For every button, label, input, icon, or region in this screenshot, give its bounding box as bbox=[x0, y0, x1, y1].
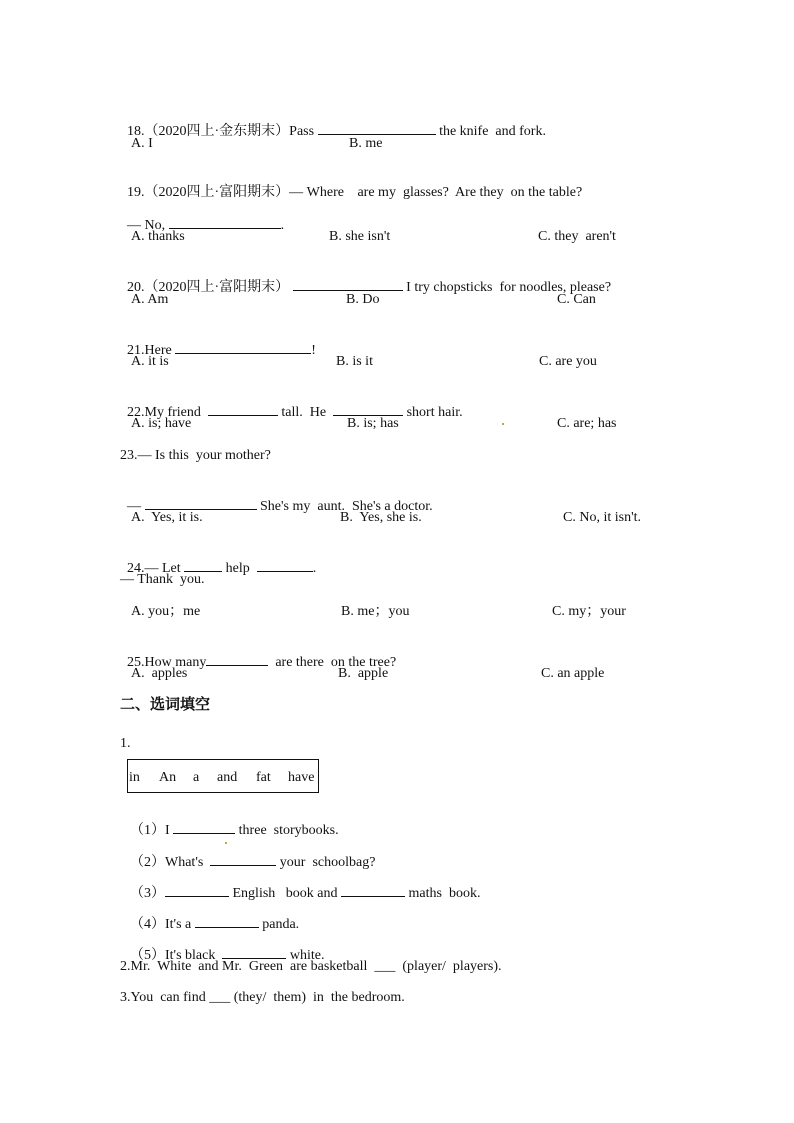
question-18 bbox=[120, 103, 546, 141]
answer-blank[interactable] bbox=[208, 402, 278, 416]
answer-blank[interactable] bbox=[318, 121, 436, 135]
answer-blank[interactable] bbox=[145, 496, 257, 510]
q23-reply: — bbox=[127, 499, 145, 514]
q24-stem-end: . bbox=[312, 561, 317, 576]
q24-stem: 24.— Let bbox=[127, 561, 185, 576]
answer-blank[interactable] bbox=[165, 883, 229, 897]
answer-blank[interactable] bbox=[173, 820, 235, 834]
q19-stem: 19.（2020四上·富阳期末）— Where bbox=[127, 185, 348, 200]
q20-stem: 20.（2020四上·富阳期末） bbox=[127, 280, 293, 295]
option-b[interactable]: B. me；you bbox=[341, 604, 410, 619]
sub-item-text: （4）It's a bbox=[130, 917, 195, 932]
section-heading: 二、选词填空 bbox=[120, 695, 211, 713]
sub-item-text-end: panda. bbox=[258, 917, 300, 932]
sub-item-text-end: white. bbox=[286, 948, 325, 963]
question-23: 23.— Is this your mother? bbox=[120, 448, 271, 463]
sub-item-text: （2）What's bbox=[130, 855, 211, 870]
q21-stem: 21.Here bbox=[127, 343, 176, 358]
item-2: 2.Mr. White and Mr. Green are basketball ___ (player/ players). bbox=[120, 959, 502, 974]
option-b[interactable]: B. apple bbox=[338, 666, 389, 681]
item-1-label: 1. bbox=[120, 736, 131, 751]
stray-dot bbox=[225, 842, 227, 844]
option-b[interactable]: B. me bbox=[349, 136, 383, 151]
option-b[interactable]: B. is it bbox=[336, 354, 373, 369]
word-bank-word: fat bbox=[256, 770, 271, 785]
q22-stem-end: short hair. bbox=[403, 405, 463, 420]
word-bank-word: in bbox=[129, 770, 140, 785]
q18-stem: 18.（2020四上·金东期末）Pass bbox=[127, 124, 318, 139]
q19-reply-end: . bbox=[280, 218, 285, 233]
option-a[interactable]: A. is; have bbox=[131, 416, 192, 431]
word-bank-word: and bbox=[217, 770, 238, 785]
option-c[interactable]: C. an apple bbox=[541, 666, 605, 681]
q24-stem-mid: help bbox=[222, 561, 257, 576]
option-a[interactable]: A. Am bbox=[131, 292, 169, 307]
option-c[interactable]: C. No, it isn't. bbox=[563, 510, 641, 525]
option-c[interactable]: C. are; has bbox=[557, 416, 617, 431]
option-a[interactable]: A. it is bbox=[131, 354, 169, 369]
question-24-line2: — Thank you. bbox=[120, 572, 205, 587]
answer-blank[interactable] bbox=[206, 652, 268, 666]
word-bank-word: An bbox=[159, 770, 177, 785]
answer-blank[interactable] bbox=[257, 558, 313, 572]
q23-reply-end: She's my aunt. She's a doctor. bbox=[256, 499, 433, 514]
sub-item-text-end: your schoolbag? bbox=[276, 855, 376, 870]
answer-blank[interactable] bbox=[210, 852, 276, 866]
option-b[interactable]: B. is; has bbox=[347, 416, 399, 431]
answer-blank[interactable] bbox=[195, 914, 259, 928]
option-a[interactable]: A. you；me bbox=[131, 604, 201, 619]
option-a[interactable]: A. thanks bbox=[131, 229, 185, 244]
sub-item-text: （1）I bbox=[130, 823, 174, 838]
answer-blank[interactable] bbox=[333, 402, 403, 416]
sub-item-text-end: maths book. bbox=[405, 886, 481, 901]
answer-blank[interactable] bbox=[175, 340, 311, 354]
option-b[interactable]: B. Yes, she is. bbox=[340, 510, 422, 525]
option-c[interactable]: C. are you bbox=[539, 354, 597, 369]
option-b[interactable]: B. she isn't bbox=[329, 229, 391, 244]
answer-blank[interactable] bbox=[169, 215, 281, 229]
word-bank-word: a bbox=[193, 770, 200, 785]
q18-stem-end: the knife and fork. bbox=[435, 124, 546, 139]
option-c[interactable]: C. my；your bbox=[552, 604, 626, 619]
q19-stem-end: are my glasses? Are they on the table? bbox=[357, 185, 583, 200]
q20-stem-end: I try chopsticks for noodles, please? bbox=[402, 280, 612, 295]
option-c[interactable]: C. Can bbox=[557, 292, 596, 307]
word-bank bbox=[127, 759, 319, 793]
sub-item-text: （3） bbox=[130, 886, 165, 901]
q19-reply: — No, bbox=[127, 218, 169, 233]
word-bank-word: have bbox=[288, 770, 315, 785]
option-c[interactable]: C. they aren't bbox=[538, 229, 616, 244]
q21-stem-end: ! bbox=[311, 343, 316, 358]
q22-stem-mid: tall. He bbox=[277, 405, 334, 420]
answer-blank[interactable] bbox=[222, 945, 286, 959]
q22-stem: 22.My friend bbox=[127, 405, 208, 420]
item-3: 3.You can find ___ (they/ them) in the bedroom. bbox=[120, 990, 405, 1005]
sub-item-text-end: three storybooks. bbox=[235, 823, 339, 838]
answer-blank[interactable] bbox=[184, 558, 222, 572]
sub-item-text: （5）It's black bbox=[130, 948, 223, 963]
answer-blank[interactable] bbox=[293, 277, 403, 291]
q25-stem-end: are there on the tree? bbox=[268, 655, 397, 670]
option-a[interactable]: A. Yes, it is. bbox=[131, 510, 203, 525]
sub-item-text-mid: English book and bbox=[229, 886, 341, 901]
option-b[interactable]: B. Do bbox=[346, 292, 380, 307]
q25-stem: 25.How many bbox=[127, 655, 207, 670]
answer-blank[interactable] bbox=[341, 883, 405, 897]
option-a[interactable]: A. I bbox=[131, 136, 153, 151]
option-a[interactable]: A. apples bbox=[131, 666, 188, 681]
stray-dot bbox=[502, 423, 504, 425]
